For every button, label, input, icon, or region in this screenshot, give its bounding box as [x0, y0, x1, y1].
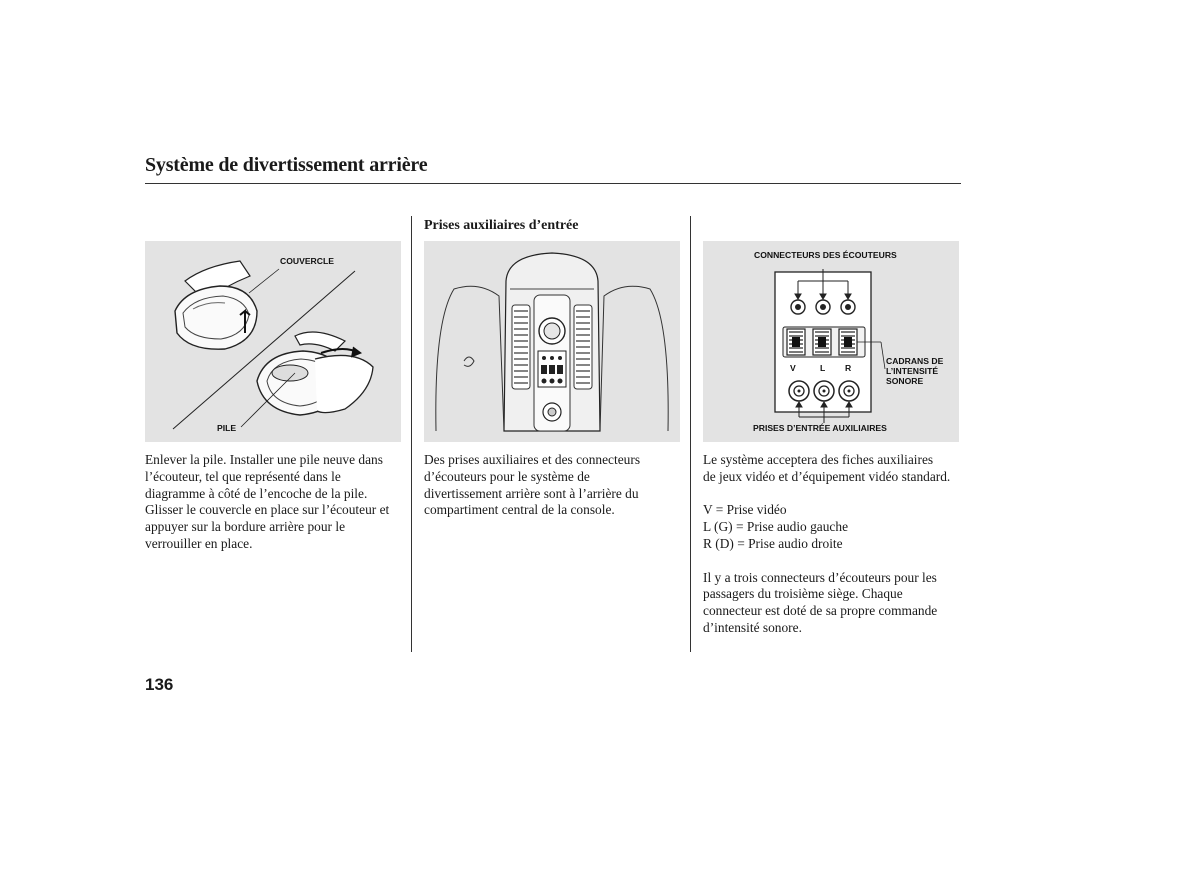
- aux-jacks-description: [424, 452, 682, 519]
- jack-label-l: L: [820, 363, 826, 373]
- text-line: verrouiller en place.: [145, 535, 253, 551]
- jack-legend: [703, 502, 965, 552]
- column-divider-right: [690, 216, 691, 652]
- jack-label-v: V: [790, 363, 796, 373]
- jack-panel-figure: [703, 241, 959, 442]
- headphone-drawing: [257, 332, 373, 415]
- battery-instructions: [145, 452, 403, 553]
- text-line: connecteur est doté de sa propre commande: [703, 603, 938, 619]
- console-illustration: [424, 241, 680, 442]
- text-line: d’intensité sonore.: [703, 619, 802, 635]
- battery-label: PILE: [217, 423, 237, 433]
- text-line: diagramme à côté de l’encoche de la pile.: [145, 485, 368, 501]
- console-figure: [424, 241, 680, 442]
- headphone-battery-illustration: [145, 241, 401, 442]
- section-heading: Prises auxiliaires d’entrée: [424, 218, 579, 233]
- cover-label: COUVERCLE: [280, 256, 334, 266]
- jack-panel-illustration: [703, 241, 959, 442]
- column-divider-left: [411, 216, 412, 652]
- text-line: Des prises auxiliaires et des connecteurs: [424, 452, 641, 467]
- text-line: d’écouteurs pour le système de: [424, 468, 590, 484]
- text-line: L (G) = Prise audio gauche: [703, 519, 849, 535]
- paragraph: [703, 570, 965, 637]
- text-line: divertissement arrière sont à l’arrière du: [424, 485, 639, 501]
- text-line: Le système acceptera des fiches auxiliaires: [703, 452, 934, 467]
- page-title: Système de divertissement arrière: [145, 154, 428, 176]
- jack-label-r: R: [845, 363, 852, 373]
- headphone-battery-figure: [145, 241, 401, 442]
- text-line: l’écouteur, tel que représenté dans le: [145, 468, 341, 484]
- volume-dials-label-line-3: SONORE: [886, 376, 924, 386]
- text-line: compartiment central de la console.: [424, 502, 615, 518]
- cover-drawing: [175, 261, 257, 349]
- text-line: passagers du troisième siège. Chaque: [703, 586, 903, 602]
- aux-input-jacks: [789, 381, 859, 401]
- volume-dials-label-line-1: CADRANS DE: [886, 356, 944, 366]
- headphone-connectors-label: CONNECTEURS DES ÉCOUTEURS: [754, 250, 897, 260]
- text-line: appuyer sur la bordure arrière pour le: [145, 519, 346, 535]
- page-number: 136: [145, 675, 174, 694]
- paragraph: [703, 452, 965, 486]
- header-rule: [145, 183, 961, 184]
- headphone-jacks: [791, 300, 855, 314]
- text-line: Glisser le couvercle en place sur l’écouteur et: [145, 502, 390, 518]
- text-line: R (D) = Prise audio droite: [703, 535, 843, 551]
- volume-dials-label-line-2: L’INTENSITÉ: [886, 366, 939, 376]
- right-column-text: [703, 452, 965, 637]
- aux-inputs-label: PRISES D’ENTRÉE AUXILIAIRES: [753, 423, 887, 433]
- volume-dials: [783, 327, 865, 357]
- text-line: Il y a trois connecteurs d’écouteurs pour les: [703, 569, 937, 585]
- text-line: de jeux vidéo et d’équipement vidéo standard.: [703, 468, 951, 484]
- text-line: Enlever la pile. Installer une pile neuve dans: [145, 452, 383, 467]
- text-line: V = Prise vidéo: [703, 502, 787, 518]
